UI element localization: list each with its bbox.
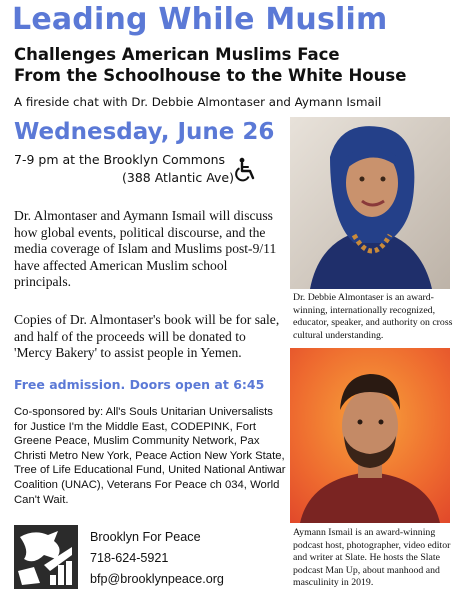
wheelchair-icon: [232, 157, 258, 183]
subtitle-line-1: Challenges American Muslims Face: [14, 45, 340, 64]
speaker-photo-ismail: [290, 348, 450, 523]
book-sale-note: Copies of Dr. Almontaser's book will be for sale, and half of the proceeds will be donated to 'Mercy Bakery' to assist people in Yemen.: [14, 312, 280, 361]
event-date: Wednesday, June 26: [14, 119, 275, 145]
contact-email[interactable]: bfp@brooklynpeace.org: [90, 572, 224, 586]
brooklyn-for-peace-logo: [14, 525, 78, 589]
subtitle-line-2: From the Schoolhouse to the White House: [14, 66, 407, 85]
subtitle: [14, 44, 454, 86]
speaker-caption-almontaser: Dr. Debbie Almontaser is an award-winning, internationally recognized, educator, speaker, and authority on cross cultural understanding.: [293, 292, 453, 341]
event-description: Dr. Almontaser and Aymann Ismail will discuss how global events, political discourse, and the media coverage of Islam and Muslims post-9/11 have affected American Muslim school principals.: [14, 208, 277, 290]
event-time: 7-9 pm at the Brooklyn Commons: [14, 152, 226, 167]
speaker-photo-almontaser: [290, 117, 450, 289]
free-admission: Free admission. Doors open at 6:45: [14, 377, 265, 392]
speaker-caption-ismail: Aymann Ismail is an award-winning podcast host, photographer, video editor and writer at Slate. He hosts the Slate podcast Man Up, about manhood and masculinity in 2019.: [293, 527, 451, 588]
fireside-line: A fireside chat with Dr. Debbie Almontaser and Aymann Ismail: [14, 95, 382, 109]
contact-phone[interactable]: 718-624-5921: [90, 551, 169, 565]
event-address: (388 Atlantic Ave): [122, 170, 234, 185]
contact-org: Brooklyn For Peace: [90, 530, 201, 544]
cosponsors: Co-sponsored by: All's Souls Unitarian Universalists for Justice I'm the Middle East, CODEPINK, Fort Greene Peace, Muslim Community Network, Pax Christi Metro New York, Peace Action New York State, Tree of Life Educational Fund, United National Antiwar Coalition (UNAC), Veterans For Peace ch 034, World Can't Wait.: [14, 406, 286, 506]
page-title: Leading While Muslim: [12, 2, 388, 37]
